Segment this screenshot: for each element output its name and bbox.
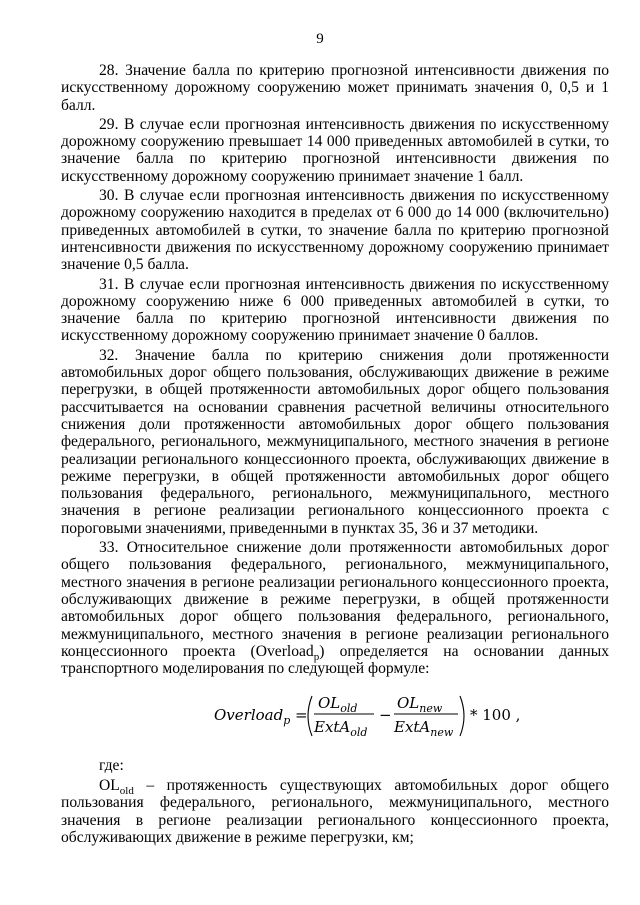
formula-num1: $OL_{old}$ [318, 694, 358, 715]
page-number: 9 [316, 31, 324, 47]
paragraph-text: В случае если прогнозная интенсивность движения по искусственному дорожному сооружению превышает 14 000 приведенных автомобилей в сутки, то значение балла по критерию прогнозной интенсивности движения по искусственному дорожному сооружению принимает значение 1 балл. [61, 115, 609, 185]
formula-graphic [214, 690, 521, 742]
paragraph-text: Значение балла по критерию прогнозной интенсивности движения по искусственному дорожному сооружению может принимать значения 0, 0,5 и 1 балл. [61, 62, 609, 114]
definition-term: OL [99, 777, 120, 794]
formula-left-paren [308, 696, 312, 736]
formula-den1: ExtA$_{old}$ [314, 718, 368, 739]
definition-ol-old [61, 777, 609, 846]
overload-formula [214, 690, 521, 742]
formula-den2: ExtA$_{new}$ [394, 718, 454, 739]
definition-text: – протяженность существующих автомобильных дорог общего пользования федерального, регионального, межмуниципального, местного значения в регионе реализации регионального концессионного проекта, обслуживающих движение в режиме перегрузки, км; [61, 777, 609, 846]
paragraph-28 [61, 62, 609, 114]
paragraph-32 [61, 347, 609, 537]
formula-equals: = [295, 706, 308, 724]
paragraph-30 [61, 187, 609, 273]
paragraph-number: 31. [99, 275, 119, 293]
paragraph-text: В случае если прогнозная интенсивность движения по искусственному дорожному сооружению ниже 6 000 приведенных автомобилей в сутки, то значение балла по критерию прогнозной интенсивности движения по искусственному дорожному сооружению принимает значение 0 баллов. [61, 275, 609, 345]
paragraph-number: 28. [99, 62, 119, 79]
paragraph-33 [61, 539, 609, 677]
paragraph-number: 30. [99, 187, 119, 205]
body-text [61, 62, 609, 679]
formula-num2: $OL_{new}$ [397, 694, 443, 715]
paragraph-number: 29. [99, 115, 119, 133]
overload-subscript: p [313, 650, 320, 663]
paragraph-text-after: ) определяется на основании данных транспортного моделирования по следующей формуле: [61, 642, 609, 678]
formula-minus: − [379, 706, 392, 724]
paragraph-31 [61, 276, 609, 345]
paragraph-number: 32. [99, 346, 119, 364]
paragraph-text-before: Относительное снижение доли протяженности автомобильных дорог общего пользования федерального, регионального, межмуниципального, местного значения в регионе реализации регионального концессионного проекта, обслуживающих движение в режиме перегрузки, в общей протяженности автомобильных дорог общего пользования федерального, регионального, межмуниципального, местного значения в регионе реализации регионального концессионного проекта (Overload [61, 539, 609, 660]
definition-term-subscript: old [119, 785, 134, 798]
paragraph-29 [61, 116, 609, 185]
formula-lhs: Overload$_p$ [214, 706, 291, 727]
paragraph-text: Значение балла по критерию снижения доли протяженности автомобильных дорог общего пользования, обслуживающих движение в режиме перегрузки, в общей протяженности автомобильных дорог общего пользования рассчитывается на основании сравнения расчетной величины относительного снижения доли протяженности автомобильных дорог общего пользования федерального, регионального, межмуниципального, местного значения в регионе реализации регионального концессионного проекта, обслуживающих движение в режиме перегрузки, в общей протяженности автомобильных дорог общего пользования федерального, регионального, межмуниципального, местного значения в регионе реализации регионального концессионного проекта с пороговыми значениями, приведенными в пунктах 35, 36 и 37 методики. [61, 346, 609, 537]
paragraph-text: В случае если прогнозная интенсивность движения по искусственному дорожному сооружению находится в пределах от 6 000 до 14 000 (включительно) приведенных автомобилей в сутки, то значение балла по критерию прогнозной интенсивности движения по искусственному дорожному сооружению принимает значение 0,5 балла. [61, 187, 609, 274]
formula-tail: * 100 , [470, 706, 521, 724]
where-label: где: [99, 757, 124, 774]
formula-right-paren [460, 696, 464, 736]
paragraph-number: 33. [99, 539, 119, 557]
